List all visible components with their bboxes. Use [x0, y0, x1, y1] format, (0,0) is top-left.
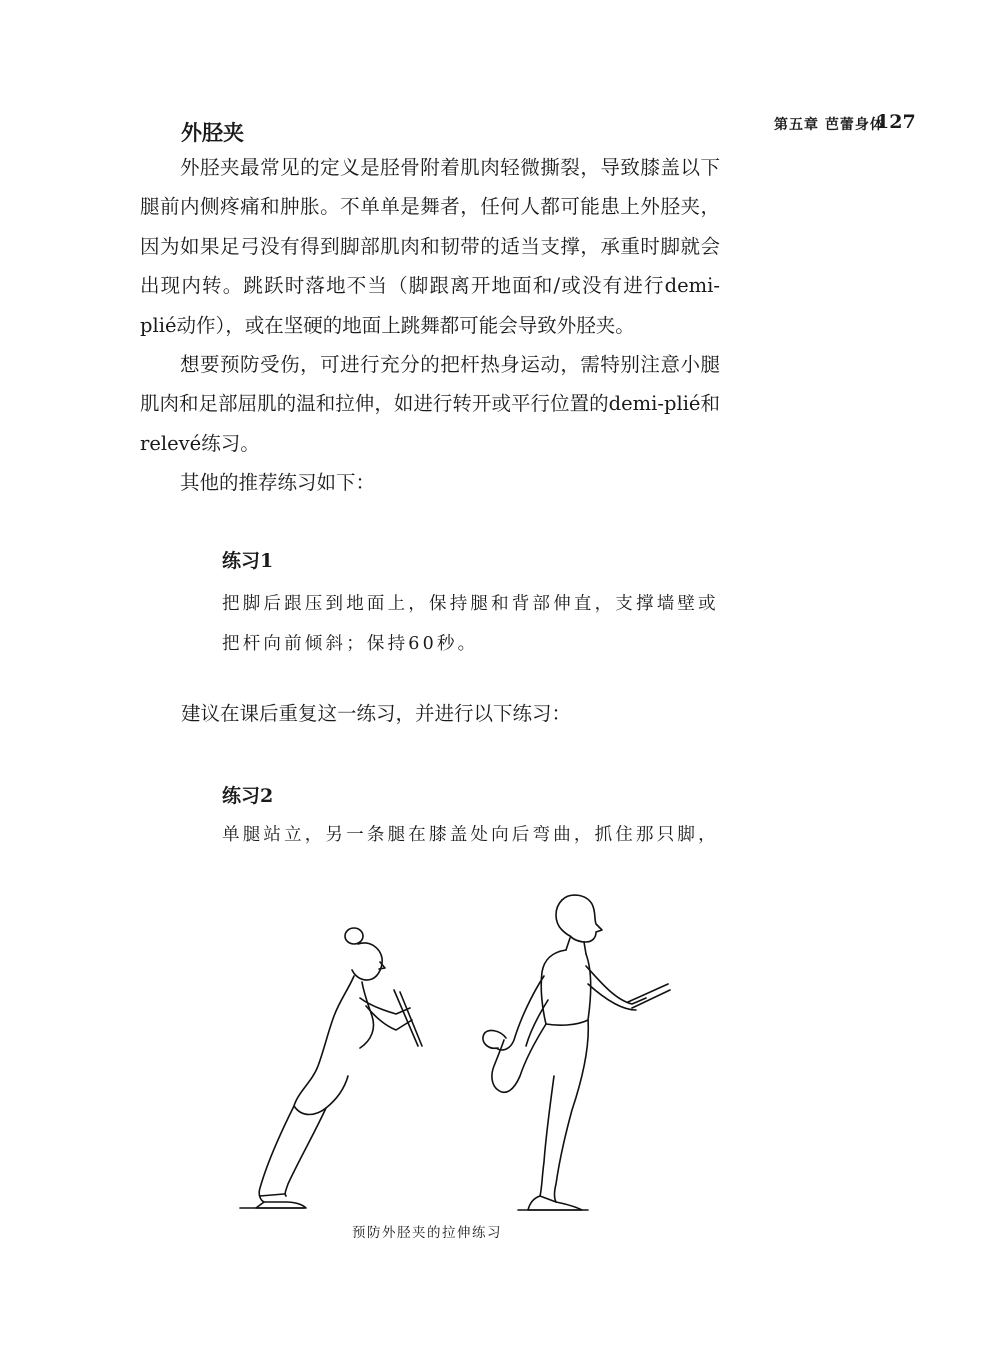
after-exercise-note: 建议在课后重复这一练习，并进行以下练习：	[181, 702, 572, 725]
figure-caption: 预防外胫夹的拉伸练习	[352, 1225, 502, 1241]
paragraph-prevention	[140, 345, 720, 463]
paragraph-definition	[140, 148, 720, 345]
page-number: 127	[876, 111, 916, 133]
paragraph-text: 外胫夹最常见的定义是胫骨附着肌肉轻微撕裂，导致膝盖以下腿前内侧疼痛和肿胀。不单单是舞者，任何人都可能患上外胫夹，因为如果足弓没有得到脚部肌肉和韧带的适当支撑，承重时脚就会出现内转。跳跃时落地不当（脚跟离开地面和/或没有进行demi-plié动作），或在坚硬的地面上跳舞都可能会导致外胫夹。	[140, 156, 720, 337]
section-title: 外胫夹	[181, 120, 244, 145]
dancer-quad-stretch	[483, 895, 670, 1210]
paragraph-text: 想要预防受伤，可进行充分的把杆热身运动，需特别注意小腿肌肉和足部屈肌的温和拉伸，如进行转开或平行位置的demi-plié和relevé练习。	[140, 353, 720, 455]
running-head: 第五章 芭蕾身体	[774, 117, 885, 133]
dancer-calf-stretch	[256, 928, 422, 1208]
exercise-2-title: 练习2	[222, 785, 274, 807]
paragraph-text: 其他的推荐练习如下：	[180, 471, 376, 494]
paragraph-recommend	[140, 463, 720, 502]
exercise-1-title: 练习1	[222, 550, 274, 572]
stretch-illustration	[236, 880, 676, 1219]
exercise-1-text: 把脚后跟压到地面上，保持腿和背部伸直，支撑墙壁或把杆向前倾斜；保持60秒。	[222, 594, 719, 654]
exercise-2-text: 单腿站立，另一条腿在膝盖处向后弯曲，抓住那只脚，	[222, 825, 719, 845]
